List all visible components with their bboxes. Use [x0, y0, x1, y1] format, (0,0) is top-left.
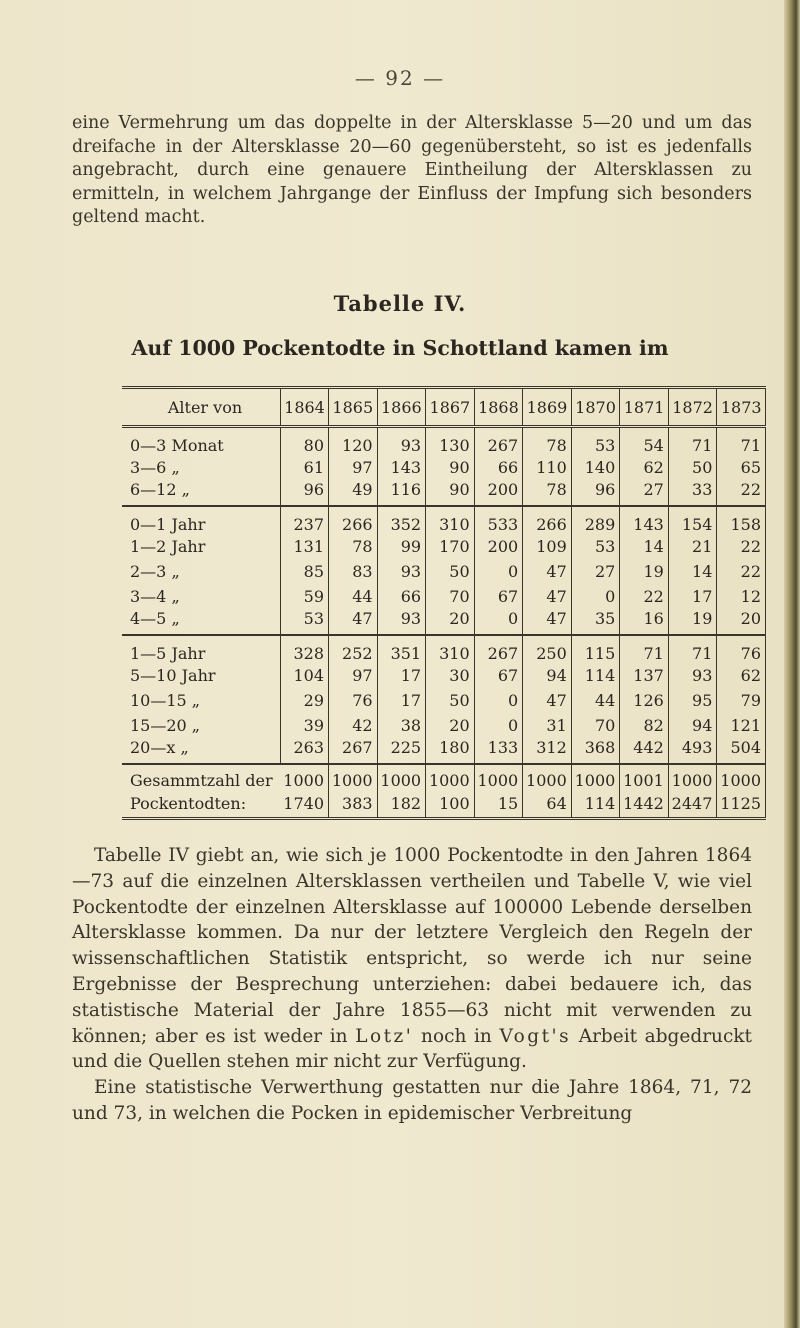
table-cell: 0: [571, 584, 620, 609]
totals-cell: 100: [426, 791, 475, 818]
header-year: 1865: [329, 388, 378, 427]
table-row: [122, 559, 766, 584]
table-cell: 104: [281, 663, 329, 688]
table-row: [122, 738, 766, 764]
table-cell: 53: [281, 609, 329, 635]
table-cell: 47: [329, 609, 378, 635]
table-cell: 533: [474, 506, 523, 534]
table-cell: 352: [377, 506, 426, 534]
table-cell: 16: [620, 609, 669, 635]
totals-cell: 1442: [620, 791, 669, 818]
header-year: 1873: [717, 388, 766, 427]
table-cell: 93: [377, 609, 426, 635]
header-year: 1866: [377, 388, 426, 427]
table-cell: 29: [281, 688, 329, 713]
table-row: [122, 688, 766, 713]
table-header-row: [122, 388, 766, 427]
table-cell: 143: [620, 506, 669, 534]
table-cell: 17: [377, 663, 426, 688]
table-cell: 250: [523, 635, 572, 663]
table-cell: 62: [717, 663, 766, 688]
table-cell: 76: [329, 688, 378, 713]
table-cell: 442: [620, 738, 669, 764]
table-cell: 19: [620, 559, 669, 584]
table-cell: 137: [620, 663, 669, 688]
table-cell: 76: [717, 635, 766, 663]
table-cell: 0: [474, 559, 523, 584]
table-body: [122, 427, 766, 819]
totals-cell: 114: [571, 791, 620, 818]
table-cell: 267: [474, 427, 523, 456]
totals-cell: 1000: [377, 764, 426, 791]
row-label: 5—10 Jahr: [122, 663, 281, 688]
table-cell: 33: [668, 480, 717, 506]
totals-row: [122, 791, 766, 818]
totals-cell: 1000: [717, 764, 766, 791]
table-row: [122, 427, 766, 456]
table-cell: 78: [523, 427, 572, 456]
table-cell: 130: [426, 427, 475, 456]
table-row: [122, 584, 766, 609]
table-cell: 266: [329, 506, 378, 534]
totals-row: [122, 764, 766, 791]
table-cell: 140: [571, 455, 620, 480]
table-cell: 97: [329, 663, 378, 688]
table-row: [122, 635, 766, 663]
table-row: [122, 455, 766, 480]
table-cell: 266: [523, 506, 572, 534]
table-cell: 35: [571, 609, 620, 635]
table-cell: 97: [329, 455, 378, 480]
table-cell: 133: [474, 738, 523, 764]
totals-cell: 1000: [474, 764, 523, 791]
table-cell: 93: [377, 559, 426, 584]
totals-cell: 1000: [668, 764, 717, 791]
table-cell: 90: [426, 480, 475, 506]
table-cell: 263: [281, 738, 329, 764]
table-cell: 19: [668, 609, 717, 635]
table-cell: 44: [329, 584, 378, 609]
table-cell: 82: [620, 713, 669, 738]
table-cell: 0: [474, 688, 523, 713]
page-edge-shadow: [784, 0, 800, 1328]
intro-paragraph: eine Vermehrung um das doppelte in der Altersklasse 5—20 und um das dreifache in der Altersklasse 20—60 gegenübersteht, so ist es jedenfalls angebracht, durch eine genauere Eintheilung der Altersklassen zu ermitteln, in welchem Jahrgange der Einfluss der Impfung sich besonders geltend macht.: [72, 113, 752, 227]
table-cell: 27: [620, 480, 669, 506]
table-cell: 267: [329, 738, 378, 764]
totals-cell: 64: [523, 791, 572, 818]
table-cell: 71: [620, 635, 669, 663]
body-text-part4: Eine statistische Verwerthung gestatten nur die Jahre 1864, 71, 72 und 73, in welchen die Pocken in epidemischer Verbreitung: [72, 1077, 752, 1124]
table-row: [122, 609, 766, 635]
table-cell: 110: [523, 455, 572, 480]
totals-cell: 15: [474, 791, 523, 818]
table-cell: 310: [426, 506, 475, 534]
totals-cell: 1000: [523, 764, 572, 791]
table-cell: 99: [377, 534, 426, 559]
table-cell: 114: [571, 663, 620, 688]
header-year: 1864: [281, 388, 329, 427]
table-cell: 109: [523, 534, 572, 559]
table-cell: 61: [281, 455, 329, 480]
table-cell: 90: [426, 455, 475, 480]
table-row: [122, 713, 766, 738]
table-cell: 30: [426, 663, 475, 688]
table-cell: 80: [281, 427, 329, 456]
table-cell: 94: [668, 713, 717, 738]
row-label: 1—2 Jahr: [122, 534, 281, 559]
table-cell: 14: [668, 559, 717, 584]
table-cell: 17: [377, 688, 426, 713]
table-cell: 47: [523, 688, 572, 713]
table-cell: 95: [668, 688, 717, 713]
row-label: 6—12 „: [122, 480, 281, 506]
table-cell: 20: [426, 609, 475, 635]
totals-cell: 1001: [620, 764, 669, 791]
row-label: 10—15 „: [122, 688, 281, 713]
table-cell: 22: [717, 559, 766, 584]
row-label: 4—5 „: [122, 609, 281, 635]
header-year: 1867: [426, 388, 475, 427]
table-cell: 66: [474, 455, 523, 480]
header-year: 1871: [620, 388, 669, 427]
table-subtitle: Auf 1000 Pockentodte in Schottland kamen im: [131, 336, 669, 360]
table-row: [122, 480, 766, 506]
table-cell: 328: [281, 635, 329, 663]
table-cell: 42: [329, 713, 378, 738]
header-year: 1869: [523, 388, 572, 427]
totals-cell: 2447: [668, 791, 717, 818]
row-label: 2—3 „: [122, 559, 281, 584]
row-label: 20—x „: [122, 738, 281, 764]
table-cell: 93: [377, 427, 426, 456]
table-cell: 79: [717, 688, 766, 713]
table-cell: 71: [717, 427, 766, 456]
table-cell: 143: [377, 455, 426, 480]
table-cell: 22: [717, 534, 766, 559]
header-year: 1868: [474, 388, 523, 427]
totals-label: Gesammtzahl der: [130, 770, 273, 790]
table-cell: 94: [523, 663, 572, 688]
table-cell: 78: [329, 534, 378, 559]
table-cell: 71: [668, 635, 717, 663]
table-cell: 27: [571, 559, 620, 584]
table-cell: 54: [620, 427, 669, 456]
table-cell: 53: [571, 534, 620, 559]
table-row: [122, 534, 766, 559]
table-cell: 170: [426, 534, 475, 559]
table-cell: 180: [426, 738, 475, 764]
table-row: [122, 663, 766, 688]
table-cell: 116: [377, 480, 426, 506]
totals-label: Pockentodten:: [130, 794, 247, 814]
table-row: [122, 506, 766, 534]
table-cell: 53: [571, 427, 620, 456]
table-cell: 21: [668, 534, 717, 559]
table-title: Tabelle IV.: [333, 291, 467, 316]
table-cell: 312: [523, 738, 572, 764]
header-year: 1870: [571, 388, 620, 427]
header-age-label: Alter von: [122, 388, 281, 427]
table-cell: 493: [668, 738, 717, 764]
totals-cell: 1000: [281, 764, 329, 791]
table-cell: 70: [571, 713, 620, 738]
table-cell: 17: [668, 584, 717, 609]
table-cell: 22: [620, 584, 669, 609]
table-cell: 120: [329, 427, 378, 456]
table-cell: 368: [571, 738, 620, 764]
totals-cell: 1000: [426, 764, 475, 791]
table-cell: 67: [474, 584, 523, 609]
table-cell: 47: [523, 559, 572, 584]
table-cell: 504: [717, 738, 766, 764]
totals-cell: 1000: [329, 764, 378, 791]
row-label: 0—3 Monat: [122, 427, 281, 456]
table-cell: 115: [571, 635, 620, 663]
table-cell: 14: [620, 534, 669, 559]
table-cell: 289: [571, 506, 620, 534]
table-cell: 131: [281, 534, 329, 559]
table-cell: 83: [329, 559, 378, 584]
row-label: 3—4 „: [122, 584, 281, 609]
table-cell: 66: [377, 584, 426, 609]
mortality-table: [122, 386, 766, 820]
totals-cell: 182: [377, 791, 426, 818]
table-cell: 0: [474, 609, 523, 635]
table-cell: 67: [474, 663, 523, 688]
table-cell: 44: [571, 688, 620, 713]
table-cell: 126: [620, 688, 669, 713]
totals-cell: 1000: [571, 764, 620, 791]
body-paragraph: [72, 843, 752, 1127]
table-cell: 200: [474, 480, 523, 506]
table-cell: 121: [717, 713, 766, 738]
table-cell: 50: [426, 559, 475, 584]
table-cell: 200: [474, 534, 523, 559]
table-cell: 154: [668, 506, 717, 534]
body-text-part2: noch in: [421, 1025, 492, 1047]
row-label: 0—1 Jahr: [122, 506, 281, 534]
totals-cell: 383: [329, 791, 378, 818]
table-cell: 50: [668, 455, 717, 480]
author-name-lotz: Lotz': [355, 1025, 414, 1047]
table-cell: 71: [668, 427, 717, 456]
table-cell: 31: [523, 713, 572, 738]
table-cell: 70: [426, 584, 475, 609]
table-cell: 39: [281, 713, 329, 738]
table-cell: 225: [377, 738, 426, 764]
table-cell: 50: [426, 688, 475, 713]
table-cell: 351: [377, 635, 426, 663]
totals-cell: 1125: [717, 791, 766, 818]
table-cell: 252: [329, 635, 378, 663]
author-name-vogt: Vogt's: [499, 1025, 572, 1047]
table-cell: 85: [281, 559, 329, 584]
table-cell: 59: [281, 584, 329, 609]
table-cell: 96: [571, 480, 620, 506]
table-cell: 47: [523, 609, 572, 635]
body-text-part3: Arbeit abgedruckt und die Quellen stehen mir nicht zur Verfügung.: [72, 1025, 752, 1073]
table-cell: 20: [426, 713, 475, 738]
header-year: 1872: [668, 388, 717, 427]
totals-cell: 1740: [281, 791, 329, 818]
row-label: 15—20 „: [122, 713, 281, 738]
table-cell: 38: [377, 713, 426, 738]
table-cell: 96: [281, 480, 329, 506]
table-cell: 49: [329, 480, 378, 506]
table-cell: 47: [523, 584, 572, 609]
table-cell: 78: [523, 480, 572, 506]
table-cell: 22: [717, 480, 766, 506]
table-cell: 65: [717, 455, 766, 480]
row-label: 3—6 „: [122, 455, 281, 480]
table-cell: 62: [620, 455, 669, 480]
table-cell: 0: [474, 713, 523, 738]
table-cell: 158: [717, 506, 766, 534]
table-cell: 20: [717, 609, 766, 635]
row-label: 1—5 Jahr: [122, 635, 281, 663]
table-cell: 267: [474, 635, 523, 663]
table-cell: 237: [281, 506, 329, 534]
table-cell: 310: [426, 635, 475, 663]
table-cell: 12: [717, 584, 766, 609]
body-text-part1: Tabelle IV giebt an, wie sich je 1000 Pockentodte in den Jahren 1864—73 auf die einzelnen Altersklassen vertheilen und Tabelle V, wie viel Pockentodte der einzelnen Altersklasse auf 100000 Lebende derselben Altersklasse kommen. Da nur der letztere Vergleich den Regeln der wissenschaftlichen Statistik entspricht, so werde ich nur seine Ergebnisse der Besprechung unterziehen: dabei bedauere ich, das statistische Material der Jahre 1855—63 nicht mit verwenden zu können; aber es ist weder in: [72, 845, 752, 1047]
page-number: — 92 —: [354, 66, 446, 90]
table-cell: 93: [668, 663, 717, 688]
